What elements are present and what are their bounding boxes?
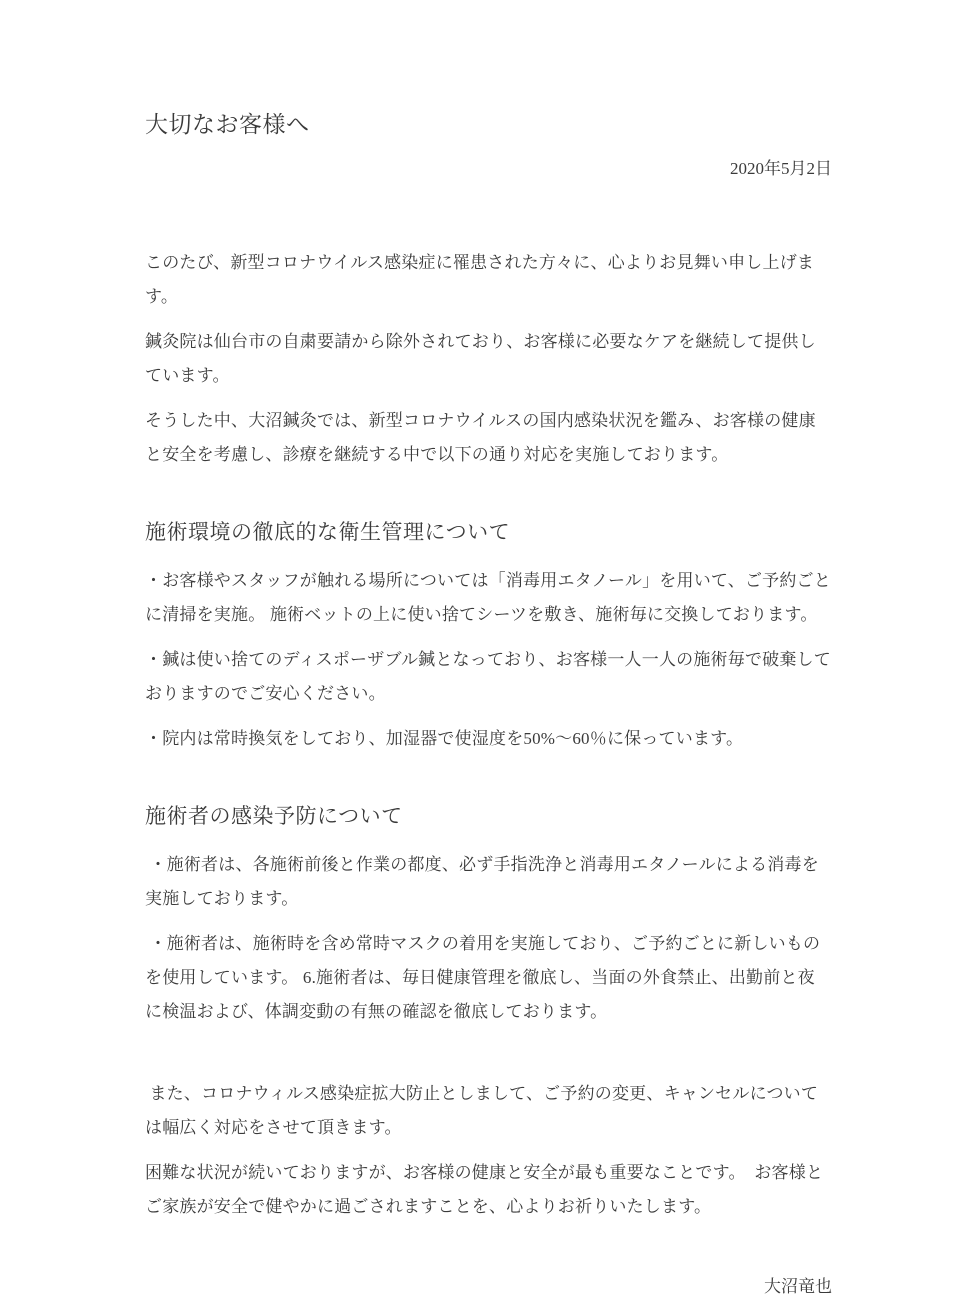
closing-paragraph-cancellation-policy: また、コロナウィルス感染症拡大防止としまして、ご予約の変更、キャンセルについては幅広く対応をさせて頂きます。: [145, 1084, 819, 1137]
prevention-bullet-hand-washing: ・施術者は、各施術前後と作業の都度、必ず手指洗浄と消毒用エタノールによる消毒を実施しております。: [145, 855, 819, 908]
letter-date: 2020年5月2日: [730, 159, 832, 178]
hygiene-bullet-ventilation-humidity: ・院内は常時換気をしており、加湿器で使湿度を50%〜60％に保っています。: [145, 729, 744, 748]
closing-paragraph-well-wishes: 困難な状況が続いておりますが、お客様の健康と安全が最も重要なことです。 お客様とご家族が安全で健やかに過ごされますことを、心よりお祈りいたします。: [145, 1163, 824, 1216]
intro-paragraph-2: 鍼灸院は仙台市の自粛要請から除外されており、お客様に必要なケアを継続して提供しています。: [145, 332, 816, 385]
prevention-bullet-mask-health-management: ・施術者は、施術時を含め常時マスクの着用を実施しており、ご予約ごとに新しいものを使用しています。 6.施術者は、毎日健康管理を徹底し、当面の外食禁止、出勤前と夜に検温および、体調変動の有無の確認を徹底しております。: [145, 934, 821, 1021]
signature: 大沼竜也: [764, 1277, 832, 1296]
intro-paragraph-1: このたび、新型コロナウイルス感染症に罹患された方々に、心よりお見舞い申し上げます。: [145, 253, 815, 306]
page-title: 大切なお客様へ: [145, 112, 310, 137]
hygiene-bullet-cleaning: ・お客様やスタッフが触れる場所については「消毒用エタノール」を用いて、ご予約ごとに清掃を実施。 施術ベットの上に使い捨てシーツを敷き、施術毎に交換しております。: [145, 571, 831, 624]
hygiene-bullet-disposable-needles: ・鍼は使い捨てのディスポーザブル鍼となっており、お客様一人一人の施術毎で破棄しておりますのでご安心ください。: [145, 650, 831, 703]
section-heading-practitioner-infection-prevention: 施術者の感染予防について: [145, 804, 403, 828]
section-heading-hygiene-management: 施術環境の徹底的な衛生管理について: [145, 520, 511, 544]
intro-paragraph-3: そうした中、大沼鍼灸では、新型コロナウイルスの国内感染状況を鑑み、お客様の健康と安全を考慮し、診療を継続する中で以下の通り対応を実施しております。: [145, 411, 816, 464]
